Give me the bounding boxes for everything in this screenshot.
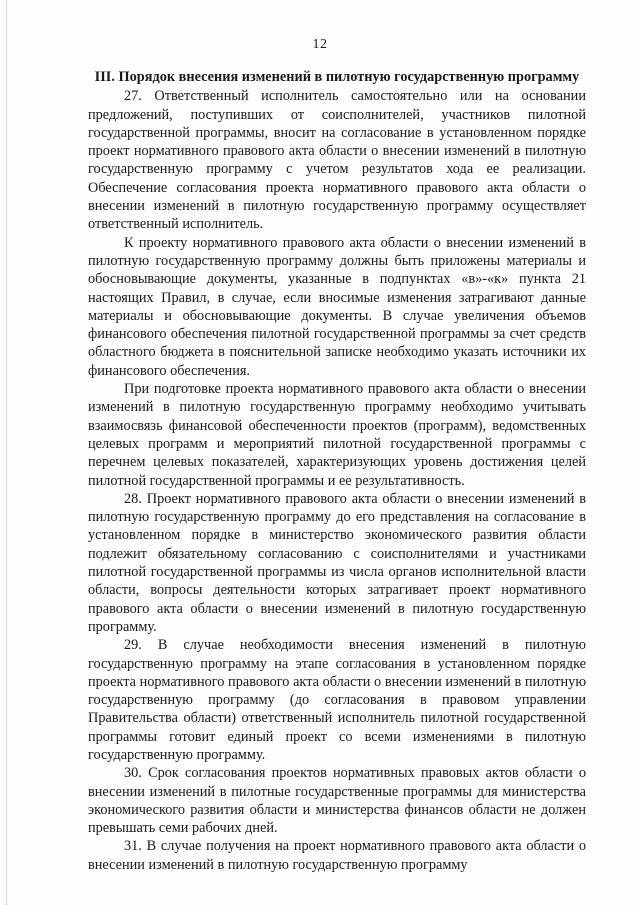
page-number: 12: [312, 37, 328, 52]
paragraph-31: 31. В случае получения на проект нормативного правового акта области о внесении изменений в пилотную государственную программу: [88, 838, 586, 873]
paragraph-29: 29. В случае необходимости внесения изменений в пилотную государственную программу на этапе согласования в установленном порядке проекта нормативного правового акта области о внесении изменений в пилотную государственную программу (до согласования в правовом управлении Правительства области) ответственный исполнитель пилотной государственной программы готовит единый проект со всеми изменениями в пилотную государственную программу.: [88, 637, 586, 763]
paragraph-27-attachments: К проекту нормативного правового акта области о внесении изменений в пилотную государственную программу должны быть приложены материалы и обосновывающие документы, указанные в подпунктах «в»-«к» пункта 21 настоящих Правил, в случае, если вносимые изменения затрагивают данные материалы и обосновывающие документы. В случае увеличения объемов финансового обеспечения пилотной государственной программы за счет средств областного бюджета в пояснительной записке необходимо указать источники их финансового обеспечения.: [88, 234, 586, 379]
paragraph-27-financing: При подготовке проекта нормативного правового акта области о внесении изменений в пилотную государственную программу необходимо учитывать взаимосвязь финансовой обеспеченности проектов (программ), ведомственных целевых программ и мероприятий пилотной государственной программы с перечнем целевых показателей, характеризующих уровень достижения целей пилотной государственной программы и ее результативность.: [88, 381, 586, 489]
section-title: III. Порядок внесения изменений в пилотную государственную программу: [94, 69, 580, 85]
paragraph-28: 28. Проект нормативного правового акта области о внесении изменений в пилотную государственную программу до его представления на согласование в установленном порядке в министерство экономического развития области подлежит обязательному согласованию с соисполнителями и участниками пилотной государственной программы из числа органов исполнительной власти области, вопросы деятельности которых затрагивает проект нормативного правового акта области о внесении изменений в пилотную государственную программу.: [88, 490, 586, 635]
document-body: [88, 68, 586, 874]
scan-edge-divider: [6, 0, 8, 905]
paragraph-30: 30. Срок согласования проектов нормативных правовых актов области о внесении изменений в пилотные государственные программы для министерства экономического развития области и министерства финансов области не должен превышать семи рабочих дней.: [88, 765, 586, 837]
paragraph-27: 27. Ответственный исполнитель самостоятельно или на основании предложений, поступивших от соисполнителей, участников пилотной государственной программы, вносит на согласование в установленном порядке проект нормативного правового акта области о внесении изменений в пилотную государственную программу с учетом результатов хода ее реализации. Обеспечение согласования проекта нормативного правового акта области о внесении изменений в пилотную государственную программу осуществляет ответственный исполнитель.: [88, 88, 586, 233]
